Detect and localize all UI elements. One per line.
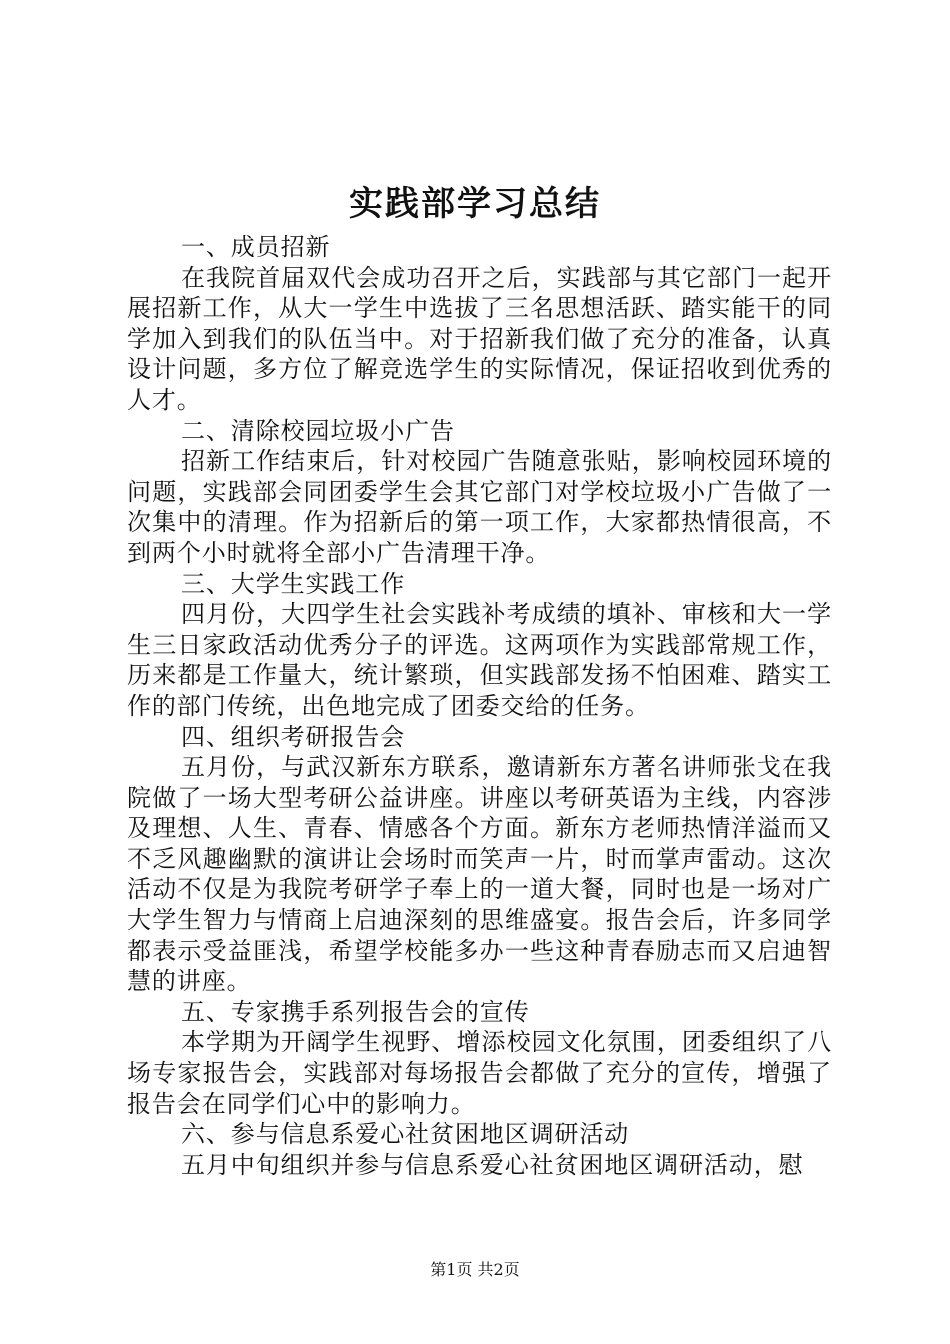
section-heading: 三、大学生实践工作	[181, 569, 406, 598]
section-heading: 二、清除校园垃圾小广告	[181, 416, 455, 445]
section-heading: 一、成员招新	[181, 233, 331, 261]
section-paragraph: 五月中旬组织并参与信息系爱心社贫困地区调研活动，慰	[181, 1150, 804, 1179]
section-heading: 五、专家携手系列报告会的宣传	[181, 997, 530, 1026]
section-paragraph: 四月份，大四学生社会实践补考成绩的填补、审核和大一学生三日家政活动优秀分子的评选。这两项作为实践部常规工作，历来都是工作量大，统计繁琐，但实践部发扬不怕困难、踏实工作的部门传统，出色地完成了团委交给的任务。	[127, 600, 832, 720]
section-heading: 四、组织考研报告会	[181, 722, 406, 751]
section-paragraph: 本学期为开阔学生视野、增添校园文化氛围，团委组织了八场专家报告会，实践部对每场报告会都做了充分的宣传，增强了报告会在同学们心中的影响力。	[127, 1028, 832, 1118]
document-title: 实践部学习总结	[349, 184, 601, 224]
section-heading: 六、参与信息系爱心社贫困地区调研活动	[181, 1120, 630, 1149]
page-indicator: 第1页 共2页	[430, 1260, 520, 1279]
section-paragraph: 招新工作结束后，针对校园广告随意张贴，影响校园环境的问题，实践部会同团委学生会其它部门对学校垃圾小广告做了一次集中的清理。作为招新后的第一项工作，大家都热情很高，不到两个小时就将全部小广告清理干净。	[127, 447, 832, 567]
section-paragraph: 在我院首届双代会成功召开之后，实践部与其它部门一起开展招新工作，从大一学生中选拔了三名思想活跃、踏实能干的同学加入到我们的队伍当中。对于招新我们做了充分的准备，认真设计问题，多方位了解竞选学生的实际情况，保证招收到优秀的人才。	[127, 263, 832, 414]
section-paragraph: 五月份，与武汉新东方联系，邀请新东方著名讲师张戈在我院做了一场大型考研公益讲座。讲座以考研英语为主线，内容涉及理想、人生、青春、情感各个方面。新东方老师热情洋溢而又不乏风趣幽默的演讲让会场时而笑声一片，时而掌声雷动。这次活动不仅是为我院考研学子奉上的一道大餐，同时也是一场对广大学生智力与情商上启迪深刻的思维盛宴。报告会后，许多同学都表示受益匪浅，希望学校能多办一些这种青春励志而又启迪智慧的讲座。	[127, 753, 832, 996]
document-body	[127, 232, 832, 1180]
